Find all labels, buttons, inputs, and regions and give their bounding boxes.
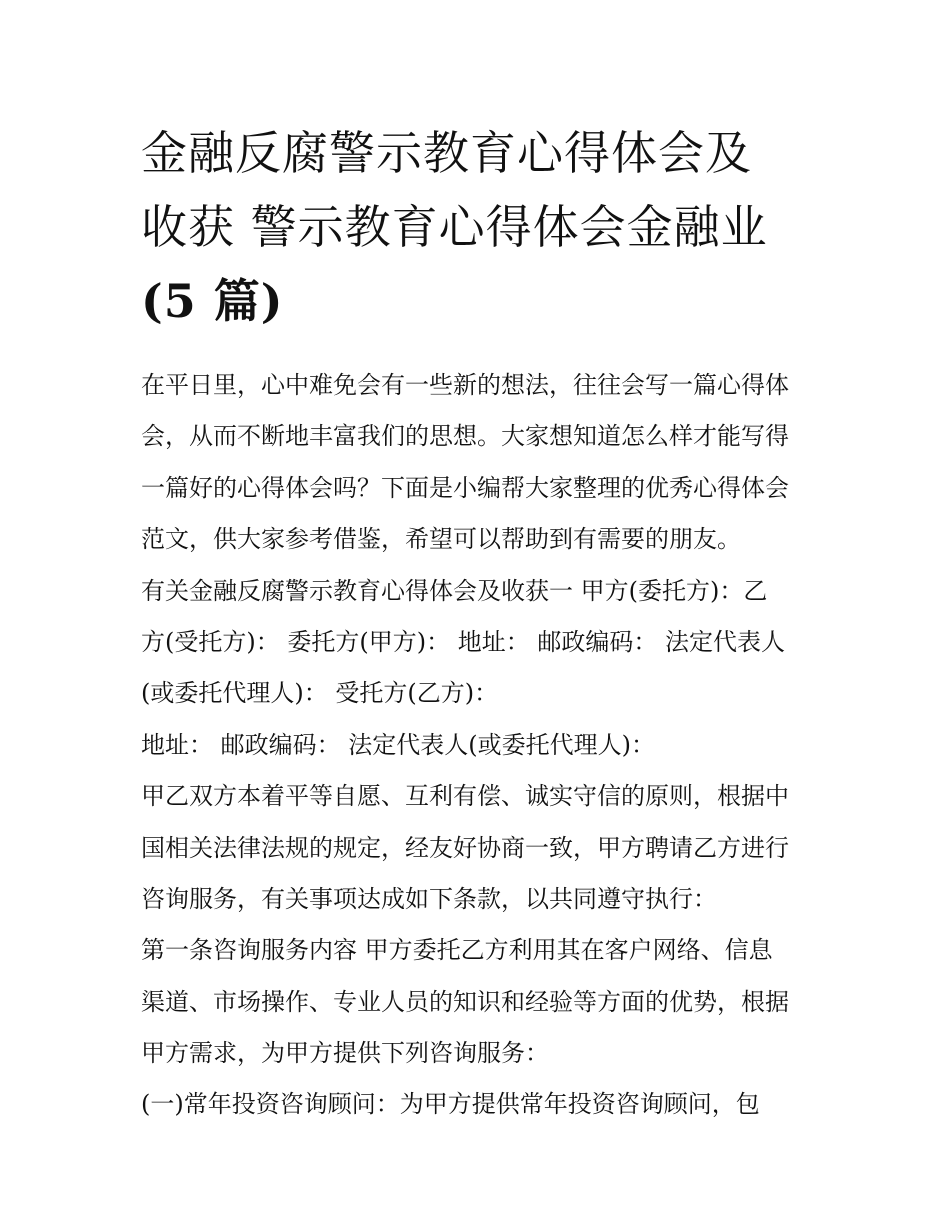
text-line: (一)常年投资咨询顾问：为甲方提供常年投资咨询顾问，包 xyxy=(141,1090,760,1119)
title-line-2: 收获 警示教育心得体会金融业 xyxy=(141,200,768,254)
paragraph-principles xyxy=(141,771,813,925)
paragraph-article-1 xyxy=(141,925,813,1079)
document-title xyxy=(141,116,813,338)
text-line: 会，从而不断地丰富我们的思想。大家想知道怎么样才能写得 xyxy=(141,422,789,451)
text-line: 甲乙双方本着平等自愿、互利有偿、诚实守信的原则，根据中 xyxy=(141,782,789,811)
text-line: (或委托代理人)： 受托方(乙方)： xyxy=(141,679,499,708)
paragraph-parties xyxy=(141,566,813,720)
text-line: 国相关法律法规的规定，经友好协商一致，甲方聘请乙方进行 xyxy=(141,833,789,862)
title-line-1: 金融反腐警示教育心得体会及 xyxy=(141,126,752,180)
text-line: 一篇好的心得体会吗？下面是小编帮大家整理的优秀心得体会 xyxy=(141,473,789,502)
text-line: 方(受托方)： 委托方(甲方)： 地址： 邮政编码： 法定代表人 xyxy=(141,627,785,656)
paragraph-intro xyxy=(141,360,813,566)
text-line: 咨询服务，有关事项达成如下条款，以共同遵守执行： xyxy=(141,884,717,913)
text-line: 在平日里，心中难免会有一些新的想法，往往会写一篇心得体 xyxy=(141,371,789,399)
text-line: 甲方需求，为甲方提供下列咨询服务： xyxy=(141,1039,549,1068)
text-line: 范文，供大家参考借鉴，希望可以帮助到有需要的朋友。 xyxy=(141,525,741,554)
text-line: 有关金融反腐警示教育心得体会及收获一 甲方(委托方)：乙 xyxy=(141,576,768,605)
paragraph-item-1 xyxy=(141,1079,813,1130)
text-line: 地址： 邮政编码： 法定代表人(或委托代理人)： xyxy=(141,730,655,759)
text-line: 渠道、市场操作、专业人员的知识和经验等方面的优势，根据 xyxy=(141,987,789,1016)
document-content xyxy=(141,116,813,1131)
text-line: 第一条咨询服务内容 甲方委托乙方利用其在客户网络、信息 xyxy=(141,936,773,965)
paragraph-address xyxy=(141,720,813,771)
title-line-3: (5 篇) xyxy=(141,274,284,328)
